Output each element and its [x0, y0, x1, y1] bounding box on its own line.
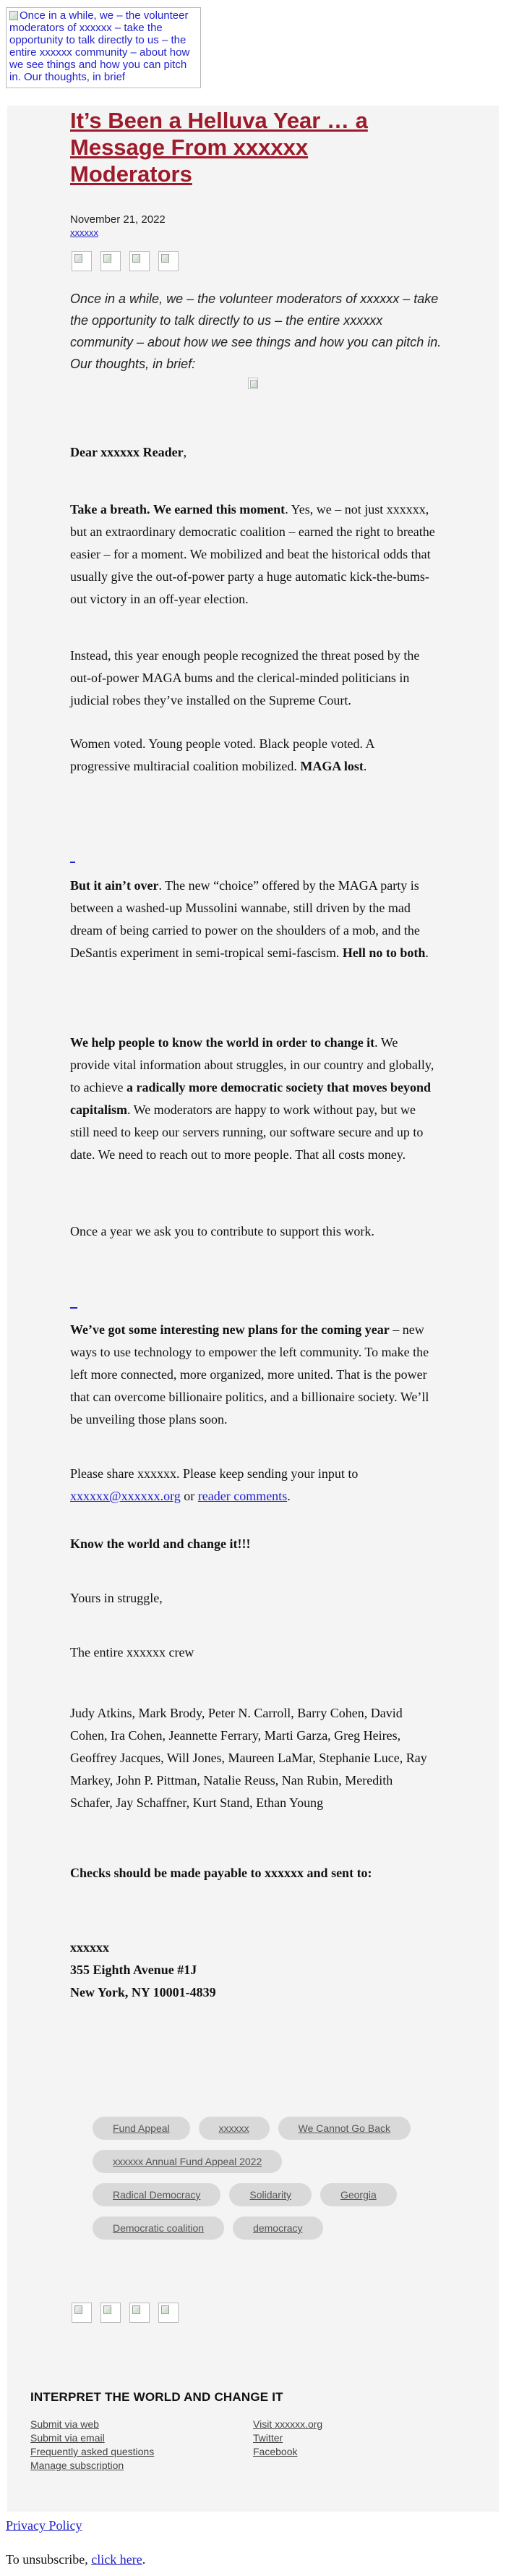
share-icon-4[interactable]: [158, 251, 179, 271]
mailing-address: xxxxxx 355 Eighth Avenue #1J New York, NY 10001-4839: [70, 1940, 216, 1999]
footer-left-links: [30, 2418, 154, 2473]
unsubscribe-line: To unsubscribe, click here.: [6, 2552, 146, 2567]
unsubscribe-link[interactable]: click here: [91, 2552, 142, 2567]
faq-link[interactable]: Frequently asked questions: [30, 2446, 155, 2457]
tag-georgia[interactable]: Georgia: [320, 2183, 397, 2206]
submit-email-link[interactable]: Submit via email: [30, 2432, 105, 2444]
anchor-link-2[interactable]: [70, 1307, 77, 1309]
tag-annual-fund-appeal[interactable]: xxxxxx Annual Fund Appeal 2022: [93, 2150, 282, 2173]
checks-instructions: Checks should be made payable to xxxxxx and sent to:: [70, 1866, 372, 1880]
share-icon-bottom-2[interactable]: [100, 2303, 121, 2323]
footer-heading: INTERPRET THE WORLD AND CHANGE IT: [30, 2390, 283, 2404]
visit-site-link[interactable]: Visit xxxxxx.org: [253, 2418, 323, 2430]
article-title[interactable]: It’s Been a Helluva Year … a Message From xxxxxx Moderators: [70, 108, 368, 187]
closing: Yours in struggle,: [70, 1591, 163, 1605]
share-icon-1[interactable]: [72, 251, 92, 271]
anchor-link[interactable]: [70, 862, 75, 863]
paragraph-women-voted: Women voted. Young people voted. Black people voted. A progressive multiracial coalition mobilized. MAGA lost.: [70, 736, 374, 773]
paragraph-once-a-year: Once a year we ask you to contribute to support this work.: [70, 1224, 374, 1238]
share-icon-bottom-3[interactable]: [129, 2303, 150, 2323]
article-author-link[interactable]: xxxxxx: [70, 227, 98, 238]
paragraph-instead: Instead, this year enough people recognized the threat posed by the out-of-power MAGA bums and the clerical-minded politicians in judicial robes they’ve installed on the Supreme Court.: [70, 648, 420, 707]
paragraph-new-plans: We’ve got some interesting new plans for the coming year – new ways to use technology to empower the left community. To make the left more connected, more organized, more united. That is the power that can overcome billionaire politics, and a billionaire society. We’ll be unveiling those plans soon.: [70, 1322, 429, 1427]
tag-fund-appeal[interactable]: Fund Appeal: [93, 2117, 190, 2140]
moderator-names: Judy Atkins, Mark Brody, Peter N. Carroll, Barry Cohen, David Cohen, Ira Cohen, Jeannette Ferrary, Marti Garza, Greg Heires, Geoffrey Jacques, Will Jones, Maureen LaMar, Stephanie Luce, Ray Markey, John P. Pittman, Natalie Reuss, Nan Rubin, Meredith Schafer, Jay Schaffner, Kurt Stand, Ethan Young: [70, 1706, 427, 1810]
inline-image: [248, 378, 258, 389]
slogan: Know the world and change it!!!: [70, 1536, 251, 1551]
article-intro: Once in a while, we – the volunteer moderators of xxxxxx – take the opportunity to talk directly to us – the entire xxxxxx community – about how we see things and how you can pitch in. Our thoughts, in brief:: [70, 292, 442, 371]
tag-democratic-coalition[interactable]: Democratic coalition: [93, 2216, 224, 2240]
header-image-alt-text: Once in a while, we – the volunteer moderators of xxxxxx – take the opportunity to talk directly to us – the entire xxxxxx community – about how we see things and how you can pitch in. Our thoughts, in brief: [9, 9, 190, 83]
twitter-link[interactable]: Twitter: [253, 2432, 283, 2444]
tag-radical-democracy[interactable]: Radical Democracy: [93, 2183, 220, 2206]
facebook-link[interactable]: Facebook: [253, 2446, 298, 2457]
greeting-name: Dear xxxxxx Reader: [70, 445, 184, 459]
email-link[interactable]: xxxxxx@xxxxxx.org: [70, 1489, 181, 1503]
submit-web-link[interactable]: Submit via web: [30, 2418, 99, 2430]
broken-image-icon: [9, 11, 18, 20]
share-icons-top: [72, 251, 179, 271]
tag-solidarity[interactable]: Solidarity: [229, 2183, 312, 2206]
manage-subscription-link[interactable]: Manage subscription: [30, 2460, 124, 2471]
header-image: [6, 7, 201, 88]
tag-xxxxxx[interactable]: xxxxxx: [199, 2117, 270, 2140]
share-icon-bottom-4[interactable]: [158, 2303, 179, 2323]
share-icons-bottom: [72, 2303, 179, 2323]
tag-list: [93, 2117, 411, 2240]
paragraph-help-people: We help people to know the world in order to change it. We provide vital information about struggles, in our country and globally, to achieve a radically more democratic society that moves beyond capitalism. We moderators are happy to work without pay, but we still need to keep our servers running, our software secure and up to date. We need to reach out to more people. That all costs money.: [70, 1035, 434, 1162]
share-icon-bottom-1[interactable]: [72, 2303, 92, 2323]
share-icon-2[interactable]: [100, 251, 121, 271]
paragraph-earned-moment: Take a breath. We earned this moment. Yes, we – not just xxxxxx, but an extraordinary democratic coalition – earned the right to breathe easier – for a moment. We mobilized and beat the historical odds that usually give the out-of-power party a huge automatic kick-the-bums-out victory in an off-year election.: [70, 502, 435, 606]
paragraph-aint-over: But it ain’t over. The new “choice” offered by the MAGA party is between a washed-up Mussolini wannabe, still driven by the mad dream of being carried to power on the shoulders of a mob, and the DeSantis experiment in semi-tropical semi-fascism. Hell no to both.: [70, 878, 429, 960]
tag-democracy[interactable]: democracy: [233, 2216, 322, 2240]
footer-right-links: [253, 2418, 322, 2459]
greeting: Dear xxxxxx Reader,: [70, 445, 187, 459]
reader-comments-link[interactable]: reader comments: [197, 1489, 288, 1503]
crew-signature: The entire xxxxxx crew: [70, 1645, 194, 1659]
article-date: November 21, 2022: [70, 213, 166, 226]
paragraph-please-share: Please share xxxxxx. Please keep sending your input to xxxxxx@xxxxxx.org or reader comments.: [70, 1466, 359, 1503]
share-icon-3[interactable]: [129, 251, 150, 271]
tag-we-cannot-go-back[interactable]: We Cannot Go Back: [278, 2117, 411, 2140]
privacy-policy-link[interactable]: Privacy Policy: [6, 2518, 82, 2533]
